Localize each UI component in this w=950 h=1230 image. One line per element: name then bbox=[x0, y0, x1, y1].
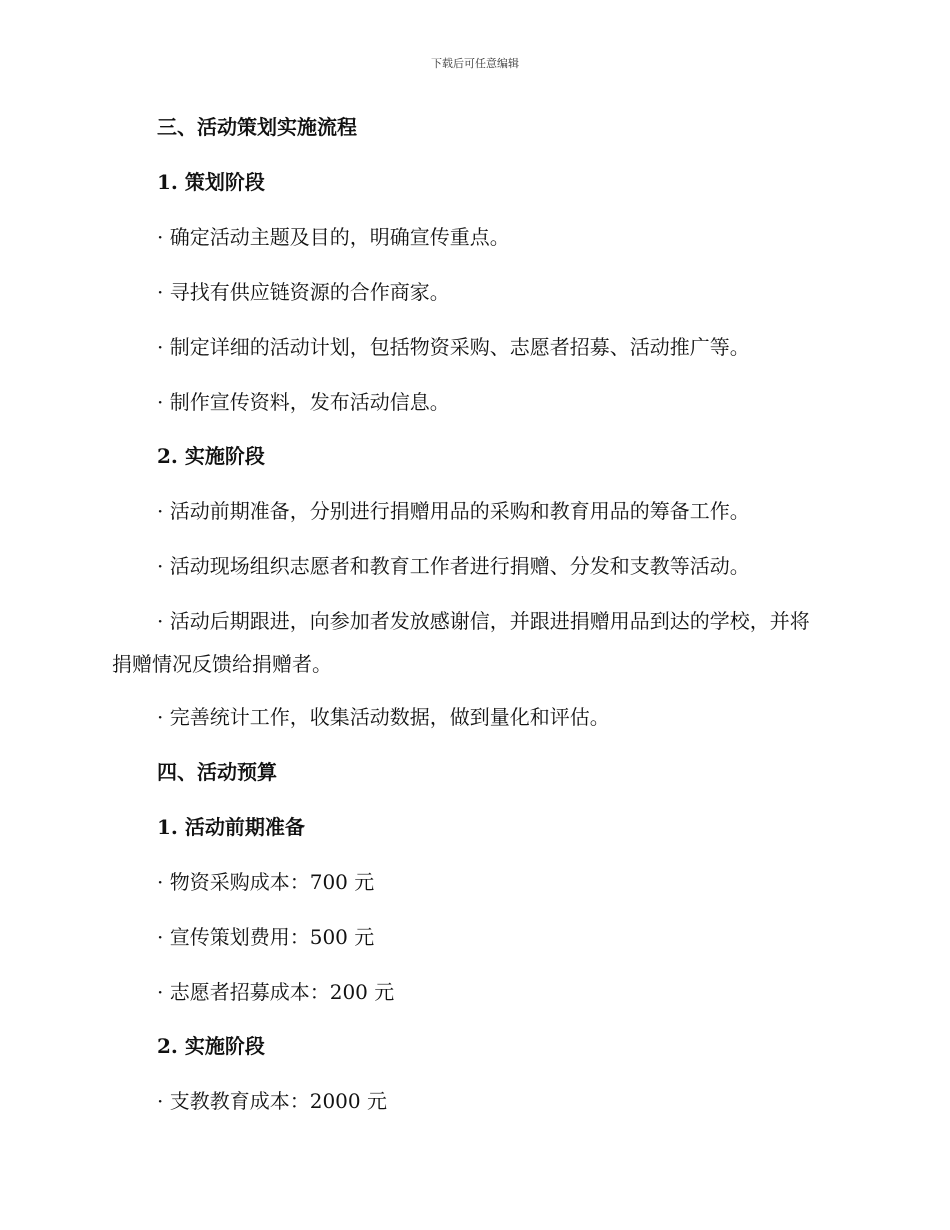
list-item: · 制定详细的活动计划，包括物资采购、志愿者招募、活动推广等。 bbox=[157, 335, 750, 359]
budget-item: · 志愿者招募成本：200 元 bbox=[157, 980, 395, 1004]
subsection-3-1-heading: 1. 策划阶段 bbox=[157, 170, 265, 194]
list-item: · 确定活动主题及目的，明确宣传重点。 bbox=[157, 225, 510, 249]
list-item: · 制作宣传资料，发布活动信息。 bbox=[157, 390, 450, 414]
section-3-heading: 三、活动策划实施流程 bbox=[157, 115, 357, 139]
budget-item: · 宣传策划费用：500 元 bbox=[157, 925, 375, 949]
list-item: · 寻找有供应链资源的合作商家。 bbox=[157, 280, 450, 304]
page-header: 下载后可任意编辑 bbox=[431, 57, 519, 70]
subsection-4-1-heading: 1. 活动前期准备 bbox=[157, 815, 305, 839]
subsection-4-2-heading: 2. 实施阶段 bbox=[157, 1034, 265, 1058]
budget-item: · 物资采购成本：700 元 bbox=[157, 870, 375, 894]
section-4-heading: 四、活动预算 bbox=[157, 760, 277, 784]
list-item-multiline: · 活动后期跟进，向参加者发放感谢信，并跟进捐赠用品到达的学校，并将捐赠情况反馈给捐赠者。 bbox=[112, 609, 810, 676]
subsection-3-2-heading: 2. 实施阶段 bbox=[157, 444, 265, 468]
list-item: · 活动前期准备，分别进行捐赠用品的采购和教育用品的筹备工作。 bbox=[157, 499, 750, 523]
list-item: · 活动现场组织志愿者和教育工作者进行捐赠、分发和支教等活动。 bbox=[157, 554, 750, 578]
budget-item: · 支教教育成本：2000 元 bbox=[157, 1089, 387, 1113]
list-item: · 完善统计工作，收集活动数据，做到量化和评估。 bbox=[157, 705, 610, 729]
